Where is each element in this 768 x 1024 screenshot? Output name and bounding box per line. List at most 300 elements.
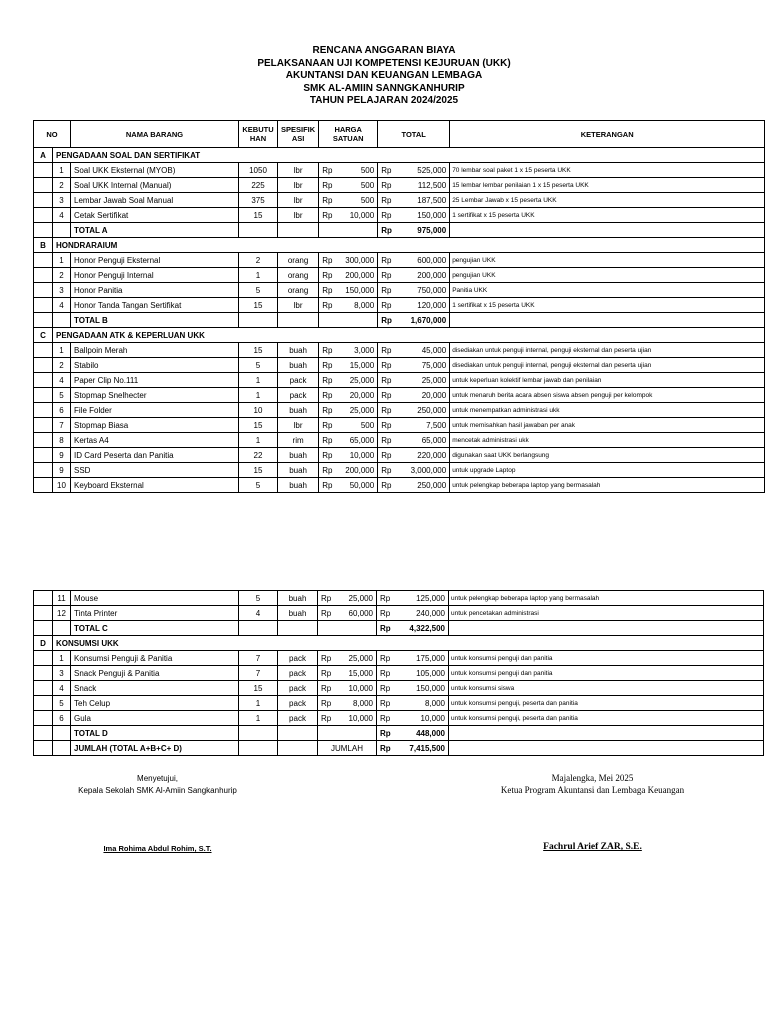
item-name: Stopmap Snelhecter xyxy=(71,388,239,403)
program-head-name: Fachrul Arief ZAR, S.E. xyxy=(543,842,642,852)
item-name: Stabilo xyxy=(71,358,239,373)
section-total-currency: Rp xyxy=(378,313,398,328)
table-row xyxy=(34,403,765,418)
total-currency: Rp xyxy=(378,298,398,313)
section-letter: A xyxy=(34,148,53,163)
unit-price: 500 xyxy=(342,418,378,433)
total-currency: Rp xyxy=(378,163,398,178)
number-cell xyxy=(53,223,71,238)
item-quantity: 1 xyxy=(239,388,278,403)
item-quantity: 1 xyxy=(239,268,278,283)
price-cell xyxy=(318,621,377,636)
item-quantity: 1 xyxy=(239,373,278,388)
price-currency: Rp xyxy=(318,711,341,726)
item-name: Keyboard Eksternal xyxy=(71,478,239,493)
item-description: disediakan untuk penguji internal, penguji eksternal dan peserta ujian xyxy=(450,358,765,373)
item-unit: buah xyxy=(278,358,319,373)
letter-cell xyxy=(34,666,53,681)
table-row xyxy=(34,478,765,493)
total-currency: Rp xyxy=(377,651,397,666)
unit-price: 3,000 xyxy=(342,343,378,358)
section-total-value: 4,322,500 xyxy=(397,621,449,636)
table-row xyxy=(34,283,765,298)
total-currency: Rp xyxy=(378,463,398,478)
table-row xyxy=(34,193,765,208)
table-row xyxy=(34,298,765,313)
header-no: NO xyxy=(34,121,71,148)
item-total: 750,000 xyxy=(398,283,450,298)
item-description: untuk upgrade Laptop xyxy=(450,463,765,478)
unit-cell xyxy=(278,621,318,636)
item-unit: buah xyxy=(278,343,319,358)
item-number: 7 xyxy=(53,418,71,433)
item-name: Soal UKK Eksternal (MYOB) xyxy=(71,163,239,178)
item-description: untuk keperluan kolektif lembar jawab dan penilaian xyxy=(450,373,765,388)
item-number: 5 xyxy=(53,388,71,403)
price-currency: Rp xyxy=(319,298,342,313)
item-name: Honor Penguji Internal xyxy=(71,268,239,283)
title-line-4: SMK AL-AMIIN SANNGKANHURIP xyxy=(303,82,465,94)
unit-price: 10,000 xyxy=(341,711,377,726)
header-kebutuhan: KEBUTU HAN xyxy=(239,121,278,148)
item-quantity: 10 xyxy=(239,403,278,418)
item-name: Gula xyxy=(71,711,239,726)
letter-cell xyxy=(34,448,53,463)
item-description: untuk konsumsi penguji, peserta dan panitia xyxy=(449,711,764,726)
item-unit: pack xyxy=(278,388,319,403)
item-description: untuk konsumsi penguji dan panitia xyxy=(449,651,764,666)
item-name: Paper Clip No.111 xyxy=(71,373,239,388)
section-total-row xyxy=(34,313,765,328)
unit-price: 25,000 xyxy=(342,403,378,418)
item-name: Ballpoin Merah xyxy=(71,343,239,358)
item-quantity: 1 xyxy=(239,711,278,726)
letter-cell xyxy=(34,403,53,418)
letter-cell xyxy=(34,313,53,328)
table-row xyxy=(34,448,765,463)
table-row xyxy=(34,388,765,403)
item-total: 10,000 xyxy=(397,711,449,726)
item-description: mencetak administrasi ukk xyxy=(450,433,765,448)
title-line-3: AKUNTANSI DAN KEUANGAN LEMBAGA xyxy=(285,70,483,81)
item-quantity: 15 xyxy=(239,298,278,313)
table-row xyxy=(34,666,764,681)
description-cell xyxy=(450,223,765,238)
title-line-1: RENCANA ANGGARAN BIAYA xyxy=(312,45,456,56)
section-letter: B xyxy=(34,238,53,253)
item-name: Soal UKK Internal (Manual) xyxy=(71,178,239,193)
price-currency: Rp xyxy=(319,463,342,478)
letter-cell xyxy=(34,223,53,238)
header-keterangan: KETERANGAN xyxy=(450,121,765,148)
section-header-row xyxy=(34,328,765,343)
item-number: 8 xyxy=(53,433,71,448)
unit-price: 150,000 xyxy=(342,283,378,298)
item-quantity: 1050 xyxy=(239,163,278,178)
item-quantity: 7 xyxy=(239,666,278,681)
item-number: 2 xyxy=(53,178,71,193)
description-cell xyxy=(449,621,764,636)
quantity-cell xyxy=(239,313,278,328)
item-number: 11 xyxy=(53,591,71,606)
letter-cell xyxy=(34,726,53,741)
item-unit: buah xyxy=(278,478,319,493)
table-row xyxy=(34,681,764,696)
item-total: 200,000 xyxy=(398,268,450,283)
price-currency: Rp xyxy=(319,178,342,193)
item-total: 3,000,000 xyxy=(398,463,450,478)
item-total: 105,000 xyxy=(397,666,449,681)
table-row xyxy=(34,343,765,358)
approval-signature-block xyxy=(60,773,255,797)
description-cell xyxy=(450,313,765,328)
item-number: 3 xyxy=(53,193,71,208)
unit-price: 15,000 xyxy=(341,666,377,681)
price-currency: Rp xyxy=(319,403,342,418)
item-quantity: 15 xyxy=(239,343,278,358)
item-unit: orang xyxy=(278,283,319,298)
section-total-value: 448,000 xyxy=(397,726,449,741)
item-description: untuk pelengkap beberapa laptop yang bermasalah xyxy=(449,591,764,606)
unit-price: 50,000 xyxy=(342,478,378,493)
item-unit: buah xyxy=(278,463,319,478)
item-unit: pack xyxy=(278,373,319,388)
letter-cell xyxy=(34,283,53,298)
item-name: Kertas A4 xyxy=(71,433,239,448)
price-currency: Rp xyxy=(319,373,342,388)
grand-total-label: JUMLAH (TOTAL A+B+C+ D) xyxy=(71,741,239,756)
item-unit: lbr xyxy=(278,163,319,178)
unit-price: 500 xyxy=(342,178,378,193)
item-description: 1 sertifikat x 15 peserta UKK xyxy=(450,208,765,223)
header-spesifikasi: SPESIFIK ASI xyxy=(278,121,319,148)
unit-cell xyxy=(278,741,318,756)
section-total-currency: Rp xyxy=(377,726,397,741)
table-row xyxy=(34,606,764,621)
item-total: 7,500 xyxy=(398,418,450,433)
item-quantity: 225 xyxy=(239,178,278,193)
letter-cell xyxy=(34,681,53,696)
section-total-label: TOTAL B xyxy=(71,313,239,328)
total-currency: Rp xyxy=(378,208,398,223)
item-quantity: 5 xyxy=(239,358,278,373)
price-currency: Rp xyxy=(318,606,341,621)
item-number: 2 xyxy=(53,268,71,283)
item-quantity: 2 xyxy=(239,253,278,268)
item-total: 250,000 xyxy=(398,478,450,493)
section-total-currency: Rp xyxy=(377,621,397,636)
unit-cell xyxy=(278,726,318,741)
item-description: untuk pencetakan administrasi xyxy=(449,606,764,621)
letter-cell xyxy=(34,343,53,358)
item-quantity: 15 xyxy=(239,463,278,478)
section-total-row xyxy=(34,621,764,636)
letter-cell xyxy=(34,208,53,223)
item-number: 12 xyxy=(53,606,71,621)
item-quantity: 375 xyxy=(239,193,278,208)
unit-cell xyxy=(278,313,319,328)
letter-cell xyxy=(34,358,53,373)
number-cell xyxy=(53,726,71,741)
item-total: 150,000 xyxy=(397,681,449,696)
price-currency: Rp xyxy=(319,358,342,373)
item-total: 220,000 xyxy=(398,448,450,463)
item-total: 525,000 xyxy=(398,163,450,178)
total-currency: Rp xyxy=(378,253,398,268)
section-letter: C xyxy=(34,328,53,343)
item-number: 9 xyxy=(53,448,71,463)
total-currency: Rp xyxy=(378,343,398,358)
item-quantity: 4 xyxy=(239,606,278,621)
item-description: untuk konsumsi siswa xyxy=(449,681,764,696)
section-letter: D xyxy=(34,636,53,651)
letter-cell xyxy=(34,433,53,448)
price-currency: Rp xyxy=(319,208,342,223)
item-number: 6 xyxy=(53,403,71,418)
item-name: SSD xyxy=(71,463,239,478)
item-quantity: 5 xyxy=(239,591,278,606)
price-currency: Rp xyxy=(318,651,341,666)
item-description: untuk menaruh berita acara absen siswa absen penguji per kelompok xyxy=(450,388,765,403)
item-total: 187,500 xyxy=(398,193,450,208)
item-unit: rim xyxy=(278,433,319,448)
unit-price: 200,000 xyxy=(342,268,378,283)
unit-price: 500 xyxy=(342,163,378,178)
total-currency: Rp xyxy=(377,696,397,711)
price-cell xyxy=(318,726,377,741)
letter-cell xyxy=(34,178,53,193)
table-row xyxy=(34,418,765,433)
item-total: 600,000 xyxy=(398,253,450,268)
price-currency: Rp xyxy=(319,343,342,358)
item-description: 70 lembar soal paket 1 x 15 peserta UKK xyxy=(450,163,765,178)
letter-cell xyxy=(34,193,53,208)
price-currency: Rp xyxy=(319,268,342,283)
section-title: HONDRARAIUM xyxy=(53,238,765,253)
unit-price: 60,000 xyxy=(341,606,377,621)
item-description: Panitia UKK xyxy=(450,283,765,298)
item-unit: orang xyxy=(278,268,319,283)
quantity-cell xyxy=(239,726,278,741)
section-title: PENGADAAN ATK & KEPERLUAN UKK xyxy=(53,328,765,343)
item-name: Tinta Printer xyxy=(71,606,239,621)
item-quantity: 1 xyxy=(239,433,278,448)
unit-price: 20,000 xyxy=(342,388,378,403)
section-title: PENGADAAN SOAL DAN SERTIFIKAT xyxy=(53,148,765,163)
section-total-label: TOTAL C xyxy=(71,621,239,636)
letter-cell xyxy=(34,741,53,756)
approver-name: Ima Rohima Abdul Rohim, S.T. xyxy=(103,844,212,853)
table-row xyxy=(34,178,765,193)
total-currency: Rp xyxy=(377,711,397,726)
description-cell xyxy=(449,741,764,756)
item-number: 10 xyxy=(53,478,71,493)
item-unit: pack xyxy=(278,696,318,711)
price-currency: Rp xyxy=(319,388,342,403)
price-currency: Rp xyxy=(319,433,342,448)
total-currency: Rp xyxy=(378,478,398,493)
letter-cell xyxy=(34,388,53,403)
total-currency: Rp xyxy=(378,433,398,448)
item-name: Snack xyxy=(71,681,239,696)
price-currency: Rp xyxy=(319,283,342,298)
section-total-value: 1,670,000 xyxy=(398,313,450,328)
section-header-row xyxy=(34,148,765,163)
item-number: 3 xyxy=(53,666,71,681)
total-currency: Rp xyxy=(378,373,398,388)
item-name: Stopmap Biasa xyxy=(71,418,239,433)
budget-table-page-1 xyxy=(33,120,765,493)
table-row xyxy=(34,591,764,606)
item-name: Honor Panitia xyxy=(71,283,239,298)
item-unit: pack xyxy=(278,681,318,696)
item-number: 1 xyxy=(53,163,71,178)
letter-cell xyxy=(34,418,53,433)
item-total: 150,000 xyxy=(398,208,450,223)
item-number: 6 xyxy=(53,711,71,726)
item-number: 4 xyxy=(53,298,71,313)
item-name: Honor Tanda Tangan Sertifikat xyxy=(71,298,239,313)
total-currency: Rp xyxy=(378,418,398,433)
price-cell xyxy=(319,223,378,238)
unit-price: 25,000 xyxy=(341,651,377,666)
item-description: untuk memisahkan hasil jawaban per anak xyxy=(450,418,765,433)
letter-cell xyxy=(34,606,53,621)
item-name: Mouse xyxy=(71,591,239,606)
unit-price: 8,000 xyxy=(341,696,377,711)
unit-price: 15,000 xyxy=(342,358,378,373)
approver-position: Kepala Sekolah SMK Al-Amiin Sangkanhurip xyxy=(78,786,237,795)
total-currency: Rp xyxy=(378,358,398,373)
item-description: untuk konsumsi penguji, peserta dan panitia xyxy=(449,696,764,711)
item-unit: lbr xyxy=(278,193,319,208)
item-quantity: 1 xyxy=(239,696,278,711)
table-row xyxy=(34,463,765,478)
unit-price: 10,000 xyxy=(341,681,377,696)
price-currency: Rp xyxy=(318,591,341,606)
table-row xyxy=(34,696,764,711)
item-total: 45,000 xyxy=(398,343,450,358)
item-number: 5 xyxy=(53,696,71,711)
item-description: untuk menempatkan administrasi ukk xyxy=(450,403,765,418)
item-quantity: 5 xyxy=(239,478,278,493)
item-total: 65,000 xyxy=(398,433,450,448)
table-row xyxy=(34,373,765,388)
grand-total-currency: Rp xyxy=(377,741,397,756)
total-currency: Rp xyxy=(378,448,398,463)
header-nama-barang: NAMA BARANG xyxy=(71,121,239,148)
total-currency: Rp xyxy=(378,283,398,298)
item-quantity: 5 xyxy=(239,283,278,298)
item-total: 25,000 xyxy=(398,373,450,388)
item-number: 4 xyxy=(53,681,71,696)
item-total: 75,000 xyxy=(398,358,450,373)
letter-cell xyxy=(34,253,53,268)
section-total-row xyxy=(34,726,764,741)
item-description: 25 Lembar Jawab x 15 peserta UKK xyxy=(450,193,765,208)
section-total-label: TOTAL A xyxy=(71,223,239,238)
price-currency: Rp xyxy=(319,193,342,208)
total-currency: Rp xyxy=(377,666,397,681)
item-unit: lbr xyxy=(278,418,319,433)
item-unit: buah xyxy=(278,403,319,418)
item-total: 20,000 xyxy=(398,388,450,403)
quantity-cell xyxy=(239,741,278,756)
section-title: KONSUMSI UKK xyxy=(53,636,764,651)
price-currency: Rp xyxy=(318,666,341,681)
jumlah-label: JUMLAH xyxy=(318,741,377,756)
letter-cell xyxy=(34,478,53,493)
item-description: disediakan untuk penguji internal, penguji eksternal dan peserta ujian xyxy=(450,343,765,358)
unit-price: 65,000 xyxy=(342,433,378,448)
unit-price: 8,000 xyxy=(342,298,378,313)
table-row xyxy=(34,358,765,373)
item-number: 3 xyxy=(53,283,71,298)
item-number: 4 xyxy=(53,373,71,388)
unit-price: 500 xyxy=(342,193,378,208)
item-unit: lbr xyxy=(278,298,319,313)
item-number: 1 xyxy=(53,253,71,268)
item-description: untuk pelengkap beberapa laptop yang bermasalah xyxy=(450,478,765,493)
letter-cell xyxy=(34,651,53,666)
unit-price: 300,000 xyxy=(342,253,378,268)
section-total-row xyxy=(34,223,765,238)
program-head-position: Ketua Program Akuntansi dan Lembaga Keuangan xyxy=(500,785,685,795)
total-currency: Rp xyxy=(378,193,398,208)
quantity-cell xyxy=(239,621,278,636)
letter-cell xyxy=(34,163,53,178)
item-name: File Folder xyxy=(71,403,239,418)
letter-cell xyxy=(34,298,53,313)
price-currency: Rp xyxy=(319,418,342,433)
letter-cell xyxy=(34,463,53,478)
section-total-value: 975,000 xyxy=(398,223,450,238)
letter-cell xyxy=(34,696,53,711)
item-name: Honor Penguji Eksternal xyxy=(71,253,239,268)
letter-cell xyxy=(34,621,53,636)
item-description: untuk konsumsi penguji dan panitia xyxy=(449,666,764,681)
grand-total-value: 7,415,500 xyxy=(397,741,449,756)
quantity-cell xyxy=(239,223,278,238)
table-row xyxy=(34,651,764,666)
total-currency: Rp xyxy=(378,178,398,193)
unit-cell xyxy=(278,223,319,238)
item-name: Konsumsi Penguji & Panitia xyxy=(71,651,239,666)
header-total: TOTAL xyxy=(378,121,450,148)
unit-price: 200,000 xyxy=(342,463,378,478)
item-unit: pack xyxy=(278,711,318,726)
place-date: Majalengka, Mei 2025 xyxy=(551,773,634,783)
number-cell xyxy=(53,741,71,756)
header-harga-satuan: HARGA SATUAN xyxy=(319,121,378,148)
price-cell xyxy=(319,313,378,328)
item-description: pengujian UKK xyxy=(450,253,765,268)
item-quantity: 15 xyxy=(239,681,278,696)
item-unit: buah xyxy=(278,606,318,621)
price-currency: Rp xyxy=(319,163,342,178)
item-total: 8,000 xyxy=(397,696,449,711)
item-unit: lbr xyxy=(278,208,319,223)
total-currency: Rp xyxy=(377,591,397,606)
item-unit: lbr xyxy=(278,178,319,193)
item-number: 4 xyxy=(53,208,71,223)
title-line-2: PELAKSANAAN UJI KOMPETENSI KEJURUAN (UKK) xyxy=(257,57,511,69)
item-unit: pack xyxy=(278,666,318,681)
total-currency: Rp xyxy=(378,388,398,403)
item-total: 125,000 xyxy=(397,591,449,606)
section-header-row xyxy=(34,636,764,651)
item-number: 1 xyxy=(53,651,71,666)
